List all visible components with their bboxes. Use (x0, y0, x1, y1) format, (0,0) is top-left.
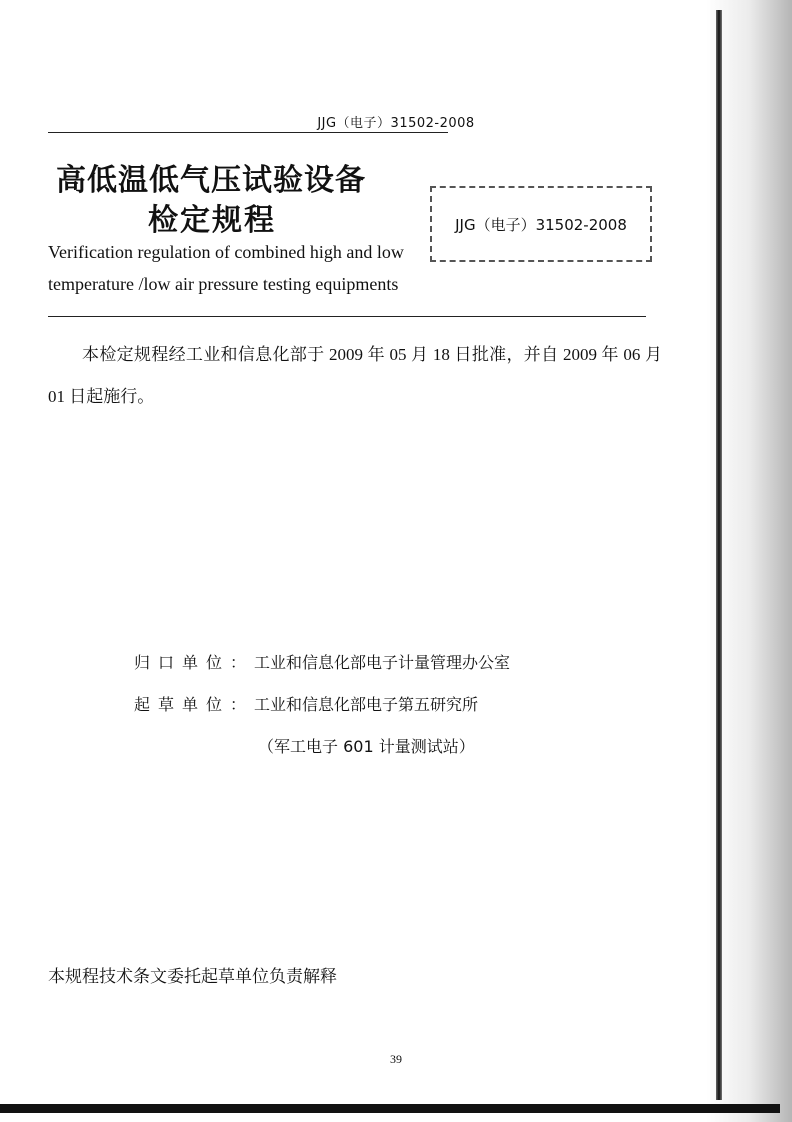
title-chinese-line-1: 高低温低气压试验设备 (56, 163, 366, 198)
responsible-unit-label: 归口单位： (134, 653, 255, 672)
drafting-unit-subtitle: （军工电子 601 计量测试站） (258, 737, 475, 756)
responsible-unit-value: 工业和信息化部电子计量管理办公室 (254, 653, 511, 672)
drafting-unit-label: 起草单位： (134, 695, 255, 714)
responsible-unit-row (134, 650, 510, 673)
title-english-line-2: temperature /low air pressure testing equipments (48, 274, 399, 294)
binding-edge (716, 10, 722, 1100)
title-english-line-1: Verification regulation of combined high and low (48, 242, 404, 262)
header-rule (48, 132, 448, 133)
approval-statement: 本检定规程经工业和信息化部于 2009 年 05 月 18 日批准，并自 2009 年 06 月 01 日起施行。 (48, 345, 662, 406)
interpretation-note: 本规程技术条文委托起草单位负责解释 (48, 967, 337, 986)
drafting-unit-row (134, 692, 478, 715)
title-rule (48, 316, 646, 317)
page-number: 39 (390, 1052, 402, 1066)
running-header-code: JJG（电子）31502-2008 (317, 116, 475, 131)
standard-code-text: JJG（电子）31502-2008 (455, 215, 627, 234)
drafting-unit-value: 工业和信息化部电子第五研究所 (254, 695, 479, 714)
title-chinese-line-2: 检定规程 (148, 203, 276, 238)
standard-code-box (430, 186, 652, 262)
bottom-edge-bar (0, 1104, 780, 1113)
